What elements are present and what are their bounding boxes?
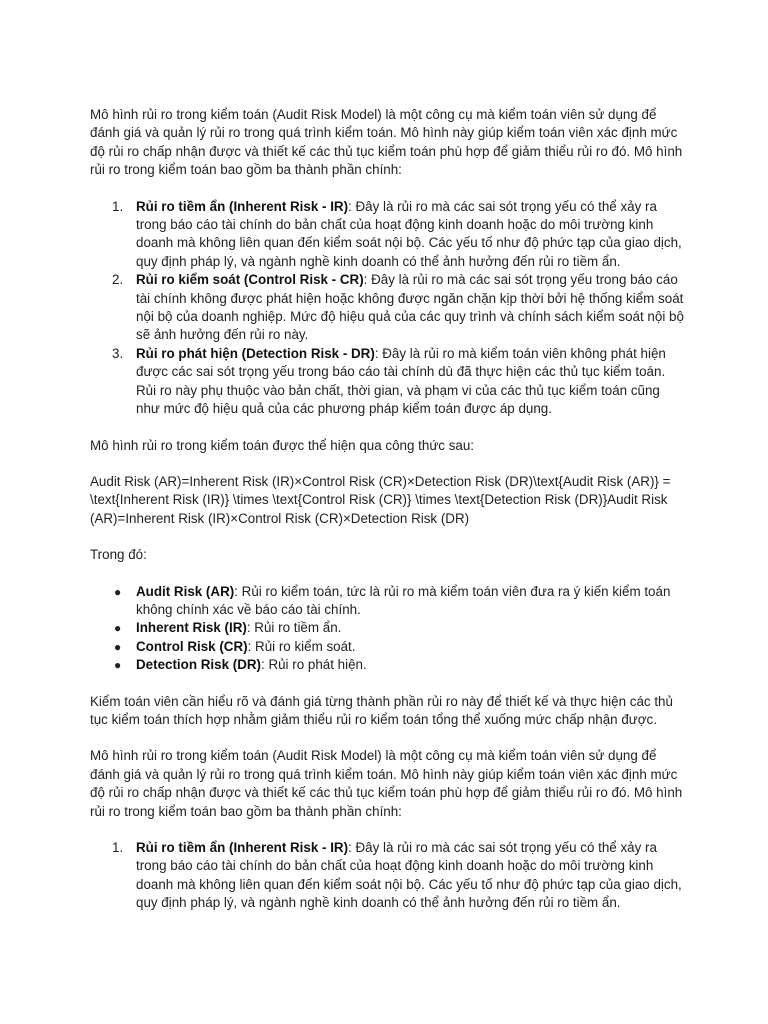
- list-item-desc: : Đây là rủi ro mà các sai sót trọng yếu có thể xảy ra trong báo cáo tài chính do bản chất của hoạt động kinh doanh hoặc do môi trường kinh doanh mà không liên quan đến kiểm soát nội bộ. Các yếu tố như độ phức tạp của giao dịch, quy định pháp lý, và ngành nghề kinh doanh có thể ảnh hưởng đến rủi ro tiềm ẩn.: [136, 840, 682, 911]
- list-item-term: Rủi ro phát hiện (Detection Risk - DR): [136, 345, 375, 361]
- list-item: [90, 271, 684, 345]
- list-item: [90, 198, 684, 272]
- definition-term: Control Risk (CR): [136, 638, 248, 654]
- list-item: [90, 345, 684, 419]
- definition-term: Detection Risk (DR): [136, 657, 261, 673]
- formula-intro: Mô hình rủi ro trong kiểm toán được thể hiện qua công thức sau:: [90, 437, 475, 453]
- bullet-icon: ●: [114, 639, 122, 654]
- list-item-term: Rủi ro tiềm ẩn (Inherent Risk - IR): [136, 840, 349, 855]
- definition-desc: : Rủi ro kiểm toán, tức là rủi ro mà kiểm toán viên đưa ra ý kiến kiểm toán không chính xác về báo cáo tài chính.: [136, 583, 671, 617]
- formula-text: Audit Risk (AR)=Inherent Risk (IR)×Control Risk (CR)×Detection Risk (DR)\text{Audit Risk (AR)} = \text{Inherent Risk (IR)} \times \text{Control Risk (CR)} \times \text{Detection Risk (DR)}Audit Risk (AR)=Inherent Risk (IR)×Control Risk (CR)×Detection Risk (DR): [90, 473, 671, 526]
- definition-item: [90, 583, 684, 620]
- definition-desc: : Rủi ro phát hiện.: [261, 657, 367, 673]
- definition-item: [90, 638, 684, 656]
- list-item-desc: : Đây là rủi ro mà kiểm toán viên không phát hiện được các sai sót trọng yếu trong báo cáo tài chính dù đã thực hiện các thủ tục kiểm toán. Rủi ro này phụ thuộc vào bản chất, thời gian, và phạm vi của các thủ tục kiểm toán cũng như mức độ hiệu quả của các phương pháp kiểm toán được áp dụng.: [136, 345, 666, 417]
- definition-item: [90, 656, 684, 674]
- risk-components-list: [90, 198, 684, 419]
- list-item: [90, 839, 684, 913]
- list-number: 2.: [112, 272, 124, 288]
- list-item-desc: : Đây là rủi ro mà các sai sót trọng yếu trong báo cáo tài chính không được phát hiện hoặc không được ngăn chặn kịp thời bởi hệ thống kiểm soát nội bộ của doanh nghiệp. Mức độ hiệu quả của các quy trình và chính sách kiểm soát nội bộ sẽ ảnh hưởng đến rủi ro này.: [136, 272, 684, 343]
- trong-do-label: Trong đó:: [90, 547, 147, 563]
- list-number: 1.: [112, 198, 124, 214]
- intro-paragraph-repeat: Mô hình rủi ro trong kiểm toán (Audit Risk Model) là một công cụ mà kiểm toán viên sử dụng để đánh giá và quản lý rủi ro trong quá trình kiểm toán. Mô hình này giúp kiểm toán viên xác định mức độ rủi ro chấp nhận được và thiết kế các thủ tục kiểm toán phù hợp để giảm thiểu rủi ro đó. Mô hình rủi ro trong kiểm toán bao gồm ba thành phần chính:: [90, 748, 683, 819]
- list-number: 3.: [112, 345, 124, 361]
- definition-item: [90, 619, 684, 637]
- bullet-icon: ●: [114, 621, 122, 636]
- definition-term: Audit Risk (AR): [136, 583, 235, 599]
- bullet-icon: ●: [114, 584, 122, 599]
- list-item-term: Rủi ro kiểm soát (Control Risk - CR): [136, 272, 364, 288]
- conclusion-paragraph: Kiểm toán viên cần hiểu rõ và đánh giá từng thành phần rủi ro này để thiết kế và thực hiện các thủ tục kiểm toán thích hợp nhằm giảm thiểu rủi ro kiểm toán tổng thể xuống mức chấp nhận được.: [90, 693, 673, 727]
- definitions-list: [90, 583, 684, 675]
- definition-desc: : Rủi ro tiềm ẩn.: [246, 620, 342, 636]
- list-item-term: Rủi ro tiềm ẩn (Inherent Risk - IR): [136, 198, 349, 214]
- bullet-icon: ●: [114, 658, 122, 673]
- definition-term: Inherent Risk (IR): [136, 620, 247, 636]
- risk-components-list-repeat: [90, 839, 684, 913]
- list-item-desc: : Đây là rủi ro mà các sai sót trọng yếu có thể xảy ra trong báo cáo tài chính do bản chất của hoạt động kinh doanh hoặc do môi trường kinh doanh mà không liên quan đến kiểm soát nội bộ. Các yếu tố như độ phức tạp của giao dịch, quy định pháp lý, và ngành nghề kinh doanh có thể ảnh hưởng đến rủi ro tiềm ẩn.: [136, 198, 682, 269]
- intro-paragraph: Mô hình rủi ro trong kiểm toán (Audit Risk Model) là một công cụ mà kiểm toán viên sử dụng để đánh giá và quản lý rủi ro trong quá trình kiểm toán. Mô hình này giúp kiểm toán viên xác định mức độ rủi ro chấp nhận được và thiết kế các thủ tục kiểm toán phù hợp để giảm thiểu rủi ro đó. Mô hình rủi ro trong kiểm toán bao gồm ba thành phần chính:: [90, 107, 683, 178]
- definition-desc: : Rủi ro kiểm soát.: [247, 638, 356, 654]
- list-number: 1.: [112, 840, 124, 855]
